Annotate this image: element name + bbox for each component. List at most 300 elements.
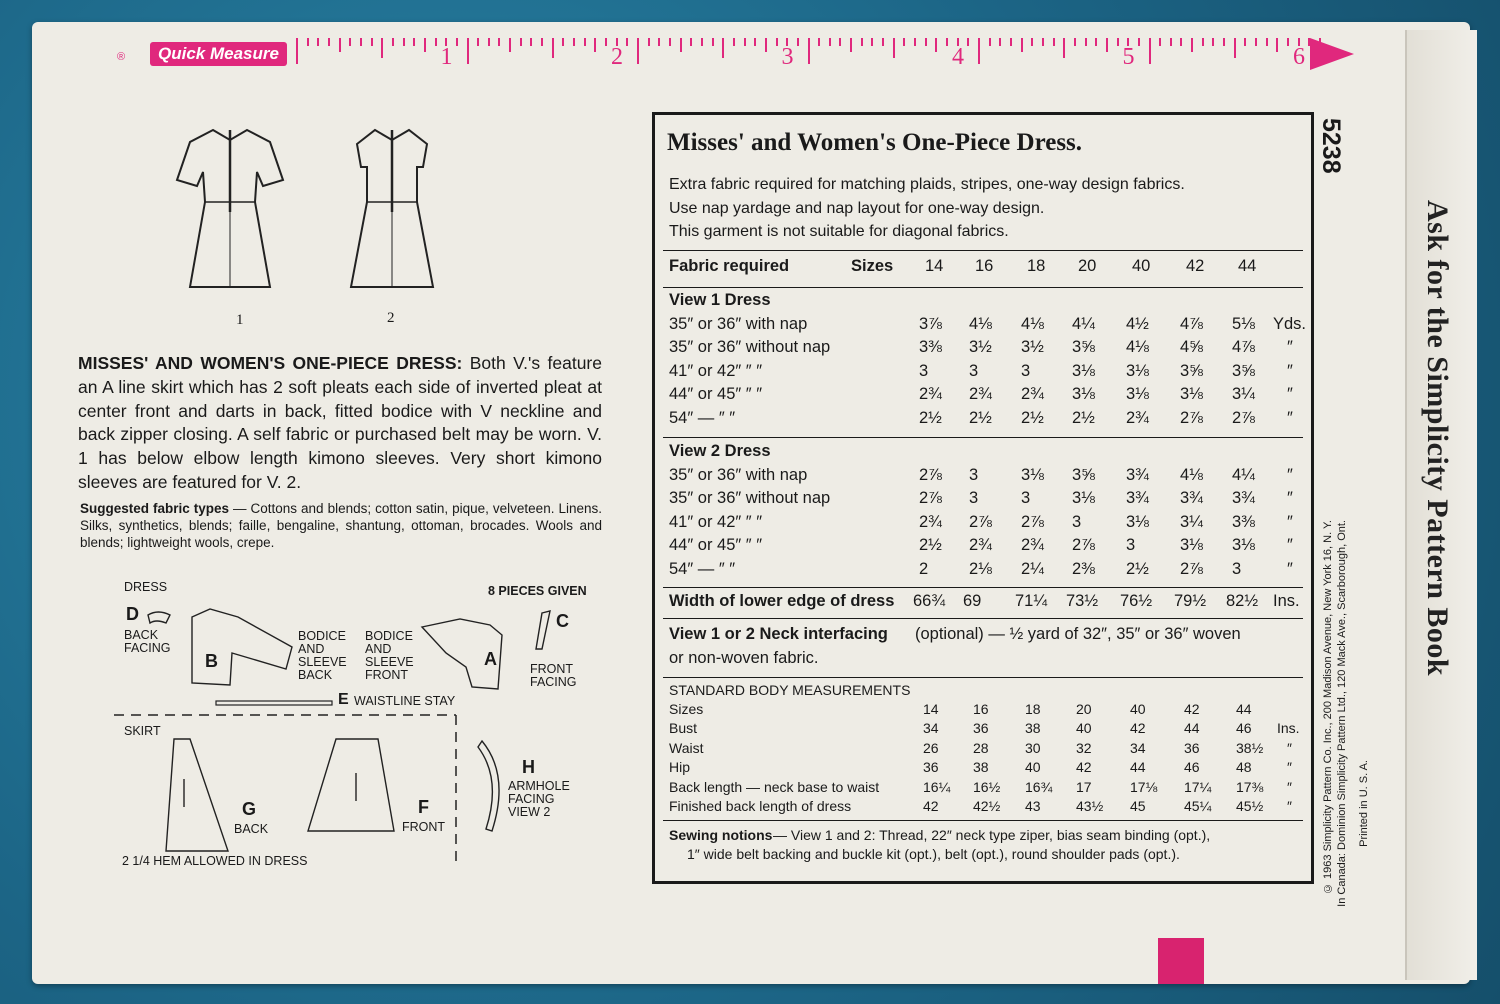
ruler-tick bbox=[999, 38, 1001, 46]
divider bbox=[663, 677, 1303, 678]
ruler-tick bbox=[296, 38, 298, 64]
yardage-value: 2⅞ bbox=[919, 465, 942, 484]
yardage-value: 2⅞ bbox=[1180, 560, 1203, 578]
ruler-tick bbox=[1255, 38, 1257, 46]
yardage-value: 3¼ bbox=[1232, 385, 1255, 404]
ruler-tick bbox=[1276, 38, 1278, 52]
body-row bbox=[655, 759, 1315, 779]
yardage-value: 2⅞ bbox=[1072, 536, 1095, 555]
piece-e-letter: E bbox=[338, 691, 349, 708]
ruler-tick bbox=[637, 38, 639, 64]
ruler-tick bbox=[1159, 38, 1161, 46]
body-value: 42 bbox=[1184, 701, 1200, 717]
yardage-value: 2⅞ bbox=[969, 512, 992, 531]
yardage-value: 3⅛ bbox=[1180, 536, 1203, 555]
ruler-number: 2 bbox=[611, 44, 623, 70]
fabric-types-heading: Suggested fabric types bbox=[80, 501, 230, 516]
ruler-number: 5 bbox=[1122, 44, 1135, 70]
piece-c-label: FRONT FACING bbox=[530, 662, 577, 689]
ruler-tick bbox=[1170, 38, 1172, 46]
yardage-value: 2½ bbox=[969, 409, 992, 427]
pattern-pieces-diagram bbox=[110, 575, 600, 875]
ruler-tick bbox=[403, 38, 405, 46]
yardage-value: 3⅞ bbox=[919, 314, 942, 333]
yardage-value: 2½ bbox=[1021, 409, 1044, 427]
body-value: 14 bbox=[923, 701, 939, 717]
yardage-value: 2⅞ bbox=[1232, 409, 1255, 427]
ruler-tick bbox=[1021, 38, 1023, 52]
view-label-row bbox=[655, 291, 1315, 315]
size-col: 40 bbox=[1132, 257, 1151, 275]
header-sizes: Sizes bbox=[851, 257, 894, 275]
yardage-row bbox=[655, 409, 1315, 433]
yardage-row bbox=[655, 385, 1315, 409]
view-1-caption: 1 bbox=[236, 312, 244, 328]
body-value: 44 bbox=[1130, 759, 1146, 776]
yardage-value: 2½ bbox=[1072, 409, 1095, 427]
view-label-row bbox=[655, 442, 1315, 466]
yardage-value: 3 bbox=[1072, 512, 1082, 531]
ruler-number: 1 bbox=[440, 44, 453, 70]
ruler-tick bbox=[754, 38, 756, 46]
body-value: 32 bbox=[1076, 739, 1092, 756]
body-value: 17¼ bbox=[1184, 778, 1212, 795]
chart-note: Extra fabric required for matching plaids, stripes, one-way design fabrics. bbox=[669, 176, 1185, 193]
unit: ″ bbox=[1287, 560, 1293, 578]
pattern-pieces-shapes bbox=[110, 575, 600, 875]
yardage-value: 3 bbox=[1021, 489, 1031, 508]
piece-h-label: ARMHOLE FACING VIEW 2 bbox=[508, 779, 570, 819]
fabric-width: 41″ or 42″ ″ ″ bbox=[669, 512, 763, 531]
ruler-number: 4 bbox=[952, 44, 964, 70]
view-2-caption: 2 bbox=[387, 310, 395, 326]
ruler-tick bbox=[456, 38, 458, 46]
body-row bbox=[655, 720, 1315, 740]
fabric-types-body: — Cottons and blends; cotton satin, pique, velveteen. Linens. Silks, synthetics, blends; faille, bengaline, shantung, ottoman, brocades. Wools and blends; lightweight wools, crepe. bbox=[80, 501, 602, 550]
yardage-value: 2⅞ bbox=[1021, 512, 1044, 531]
lower-edge-value: 66¾ bbox=[913, 592, 946, 610]
ruler-tick bbox=[1138, 38, 1140, 46]
body-value: 45 bbox=[1130, 798, 1146, 814]
skirt-pieces-label: SKIRT bbox=[124, 724, 161, 738]
ruler-tick bbox=[584, 38, 586, 46]
yardage-value: 2¾ bbox=[1021, 385, 1044, 404]
view-label: View 2 Dress bbox=[669, 442, 771, 460]
ruler-tick bbox=[818, 38, 820, 46]
ruler-number: 3 bbox=[781, 44, 794, 70]
body-label: Waist bbox=[669, 739, 704, 756]
dress-pieces-label: DRESS bbox=[124, 580, 168, 594]
yardage-value: 3⅝ bbox=[1180, 361, 1203, 380]
ruler-tick bbox=[733, 38, 735, 46]
body-value: 45½ bbox=[1236, 798, 1264, 814]
yardage-value: 3½ bbox=[1021, 338, 1044, 357]
yardage-value: 2⅜ bbox=[1072, 560, 1095, 578]
yardage-value: 4½ bbox=[1126, 314, 1149, 333]
ruler-tick bbox=[1149, 38, 1151, 64]
piece-g-label: BACK bbox=[234, 822, 269, 836]
ruler-tick bbox=[914, 38, 916, 46]
body-value: 20 bbox=[1076, 701, 1092, 717]
ruler-tick bbox=[797, 38, 799, 46]
pink-marker bbox=[1158, 938, 1204, 984]
ruler-tick bbox=[978, 38, 980, 64]
unit: ″ bbox=[1287, 759, 1292, 776]
ruler-tick bbox=[850, 38, 852, 52]
yardage-value: 4¼ bbox=[1232, 465, 1255, 484]
fabric-width: 35″ or 36″ without nap bbox=[669, 338, 831, 357]
yardage-value: 4⅛ bbox=[969, 314, 992, 333]
size-col: 20 bbox=[1078, 257, 1097, 275]
ruler-tick bbox=[882, 38, 884, 46]
unit: ″ bbox=[1287, 536, 1293, 555]
ruler-tick bbox=[467, 38, 469, 64]
ruler-tick bbox=[1074, 38, 1076, 46]
ruler-number: 6 bbox=[1293, 44, 1305, 70]
yardage-value: 3⅛ bbox=[1180, 385, 1203, 404]
unit: ″ bbox=[1287, 798, 1292, 814]
piece-e-label: WAISTLINE STAY bbox=[354, 694, 456, 708]
piece-f-letter: F bbox=[418, 797, 429, 817]
ruler-tick bbox=[498, 38, 500, 46]
pieces-given-label: 8 PIECES GIVEN bbox=[488, 584, 587, 598]
lower-edge-value: 82½ bbox=[1226, 592, 1259, 610]
yardage-value: 2½ bbox=[919, 409, 942, 427]
ruler-tick bbox=[1212, 38, 1214, 46]
ruler-tick bbox=[690, 38, 692, 46]
yardage-row bbox=[655, 315, 1315, 339]
unit: Ins. bbox=[1277, 720, 1300, 737]
body-value: 16¼ bbox=[923, 778, 951, 795]
body-value: 43½ bbox=[1076, 798, 1104, 814]
body-value: 16¾ bbox=[1025, 778, 1053, 795]
yardage-value: 4⅛ bbox=[1126, 338, 1149, 357]
body-value: 17⅜ bbox=[1236, 778, 1264, 795]
yardage-value: 2¾ bbox=[969, 536, 992, 555]
fabric-width: 54″ — ″ ″ bbox=[669, 560, 736, 578]
yardage-row bbox=[655, 536, 1315, 560]
ruler-tick bbox=[381, 38, 383, 58]
body-value: 17⅛ bbox=[1130, 778, 1158, 795]
yardage-value: 3¾ bbox=[1232, 489, 1255, 508]
fabric-width: 35″ or 36″ with nap bbox=[669, 314, 808, 333]
body-value: 38½ bbox=[1236, 739, 1264, 756]
ruler-tick bbox=[925, 38, 927, 46]
chart-note: This garment is not suitable for diagonal fabrics. bbox=[669, 223, 1009, 240]
ruler-tick bbox=[722, 38, 724, 58]
ruler-tick bbox=[903, 38, 905, 46]
copyright-line: © 1963 Simplicity Pattern Co. Inc., 200 Madison Avenue, New York 16, N. Y. bbox=[1322, 520, 1334, 894]
interfacing-row bbox=[655, 625, 1315, 649]
ruler-tick bbox=[435, 38, 437, 46]
pattern-description bbox=[78, 352, 602, 495]
body-value: 38 bbox=[1025, 720, 1041, 737]
divider bbox=[663, 250, 1303, 251]
body-value: 36 bbox=[923, 759, 939, 776]
registered-mark: ® bbox=[117, 51, 126, 63]
yardage-value: 3⅜ bbox=[919, 338, 942, 357]
ruler-tick bbox=[360, 38, 362, 46]
ruler-tick bbox=[424, 38, 426, 52]
yardage-value: 4⅛ bbox=[1021, 314, 1044, 333]
yardage-value: 3⅛ bbox=[1126, 361, 1149, 380]
ruler-tick bbox=[477, 38, 479, 46]
piece-b-label: BODICE AND SLEEVE BACK bbox=[298, 629, 347, 682]
yardage-value: 3¼ bbox=[1180, 512, 1203, 531]
ruler-tick bbox=[1106, 38, 1108, 52]
ruler-tick bbox=[605, 38, 607, 46]
fabric-width: 54″ — ″ ″ bbox=[669, 409, 736, 427]
yardage-value: 2¾ bbox=[919, 385, 942, 404]
chart-note: Use nap yardage and nap layout for one-way design. bbox=[669, 199, 1045, 217]
view-2-sketch bbox=[345, 122, 440, 302]
ruler-tick bbox=[669, 38, 671, 46]
body-heading-row bbox=[655, 682, 1315, 702]
body-value: 18 bbox=[1025, 701, 1041, 717]
ruler-tick bbox=[765, 38, 767, 52]
yardage-value: 3 bbox=[969, 465, 979, 484]
ruler-tick bbox=[349, 38, 351, 46]
ruler-tick bbox=[989, 38, 991, 46]
ruler-tick bbox=[829, 38, 831, 46]
interfacing-text: (optional) — ½ yard of 32″, 35″ or 36″ woven bbox=[915, 625, 1241, 643]
body-value: 28 bbox=[973, 739, 989, 756]
ruler-arrow-icon bbox=[1310, 38, 1354, 70]
yardage-value: 3⅝ bbox=[1072, 338, 1095, 357]
yardage-value: 3⅛ bbox=[1072, 385, 1095, 404]
yardage-value: 2¾ bbox=[1126, 409, 1149, 427]
yardage-value: 2⅞ bbox=[919, 489, 942, 508]
yardage-row bbox=[655, 362, 1315, 386]
unit: Yds. bbox=[1273, 314, 1307, 333]
body-label: Sizes bbox=[669, 701, 704, 717]
ruler-tick bbox=[1117, 38, 1119, 46]
ruler-tick bbox=[530, 38, 532, 46]
ruler-tick bbox=[680, 38, 682, 52]
ruler-tick bbox=[594, 38, 596, 52]
ruler-tick bbox=[1042, 38, 1044, 46]
fabric-width: 35″ or 36″ with nap bbox=[669, 465, 808, 484]
description-heading: MISSES' AND WOMEN'S ONE-PIECE DRESS: bbox=[78, 353, 463, 373]
body-label: Finished back length of dress bbox=[669, 798, 852, 814]
divider bbox=[663, 820, 1303, 821]
unit: ″ bbox=[1287, 489, 1293, 508]
unit: Ins. bbox=[1273, 592, 1300, 610]
ruler-tick bbox=[562, 38, 564, 46]
ruler-tick bbox=[339, 38, 341, 52]
yardage-value: 4⅛ bbox=[1180, 465, 1203, 484]
yardage-row bbox=[655, 560, 1315, 584]
fabric-width: 44″ or 45″ ″ ″ bbox=[669, 536, 763, 555]
ruler-tick bbox=[1180, 38, 1182, 46]
yardage-value: 4⅞ bbox=[1180, 314, 1203, 333]
lower-edge-value: 79½ bbox=[1174, 592, 1207, 610]
lower-edge-value: 71¼ bbox=[1015, 592, 1048, 610]
body-value: 36 bbox=[1184, 739, 1200, 756]
yardage-value: 3¾ bbox=[1126, 489, 1149, 508]
piece-h-letter: H bbox=[522, 757, 535, 777]
size-col: 14 bbox=[925, 257, 944, 275]
piece-a-label: BODICE AND SLEEVE FRONT bbox=[365, 629, 414, 682]
piece-g-letter: G bbox=[242, 799, 257, 819]
body-heading: STANDARD BODY MEASUREMENTS bbox=[669, 682, 911, 698]
ruler-tick bbox=[1095, 38, 1097, 46]
unit: ″ bbox=[1287, 338, 1293, 357]
ruler-tick bbox=[307, 38, 309, 46]
quick-measure-label: Quick Measure bbox=[150, 42, 287, 66]
fabric-width: 41″ or 42″ ″ ″ bbox=[669, 361, 763, 380]
ruler-tick bbox=[552, 38, 554, 58]
body-value: 40 bbox=[1025, 759, 1041, 776]
yardage-value: 3½ bbox=[969, 338, 992, 357]
chart-notes bbox=[669, 173, 1185, 244]
fabric-width: 35″ or 36″ without nap bbox=[669, 489, 831, 508]
yardage-row bbox=[655, 338, 1315, 362]
body-value: 34 bbox=[923, 720, 939, 737]
view-1-sketch bbox=[175, 122, 285, 302]
yardage-value: 3 bbox=[1232, 560, 1242, 578]
body-row bbox=[655, 798, 1315, 818]
printed-in-line: Printed in U. S. A. bbox=[1358, 760, 1370, 847]
yardage-value: 3⅛ bbox=[1232, 536, 1255, 555]
ruler-tick bbox=[935, 38, 937, 52]
yardage-value: 3⅛ bbox=[1072, 489, 1095, 508]
body-value: 43 bbox=[1025, 798, 1041, 814]
ruler-tick bbox=[776, 38, 778, 46]
body-value: 40 bbox=[1076, 720, 1092, 737]
ruler-tick bbox=[371, 38, 373, 46]
yardage-value: 2 bbox=[919, 560, 929, 578]
body-value: 30 bbox=[1025, 739, 1041, 756]
ruler-tick bbox=[946, 38, 948, 46]
divider bbox=[663, 437, 1303, 438]
ruler-tick bbox=[1063, 38, 1065, 58]
size-col: 18 bbox=[1027, 257, 1046, 275]
yardage-value: 3 bbox=[969, 489, 979, 508]
ruler-tick bbox=[317, 38, 319, 46]
piece-b-letter: B bbox=[205, 651, 218, 671]
body-label: Bust bbox=[669, 720, 698, 737]
yardage-value: 2½ bbox=[919, 536, 942, 555]
yardage-value: 3⅛ bbox=[1072, 361, 1095, 380]
yardage-value: 3 bbox=[919, 361, 929, 380]
piece-d-label: BACK FACING bbox=[124, 628, 171, 655]
ruler-tick bbox=[871, 38, 873, 46]
ruler-tick bbox=[541, 38, 543, 46]
description-body: Both V.'s feature an A line skirt which has 2 soft pleats each side of inverted pleat at center front and darts in back, fitted bodice with V neckline and back zipper closing. A self fabric or purchased belt may be worn. V. 1 has below elbow length kimono sleeves. Very short kimono sleeves are featured for V. 2. bbox=[78, 353, 602, 492]
size-col: 16 bbox=[975, 257, 994, 275]
view-label: View 1 Dress bbox=[669, 291, 771, 309]
yardage-value: 2¾ bbox=[1021, 536, 1044, 555]
body-row bbox=[655, 740, 1315, 760]
yardage-chart bbox=[652, 112, 1314, 884]
yardage-value: 5⅛ bbox=[1232, 314, 1255, 333]
copyright-line: In Canada: Dominion Simplicity Pattern Ltd., 120 Mack Ave., Scarborough, Ont. bbox=[1336, 520, 1348, 907]
yardage-value: 4¼ bbox=[1072, 314, 1095, 333]
lower-edge-row bbox=[655, 592, 1315, 616]
lower-edge-value: 73½ bbox=[1066, 592, 1099, 610]
unit: ″ bbox=[1287, 739, 1292, 756]
ruler-tick bbox=[1010, 38, 1012, 46]
yardage-value: 3⅛ bbox=[1126, 512, 1149, 531]
ruler-tick bbox=[1287, 38, 1289, 46]
ruler-tick bbox=[967, 38, 969, 46]
yardage-value: 3¾ bbox=[1126, 465, 1149, 484]
ruler-tick bbox=[573, 38, 575, 46]
ruler-tick bbox=[1223, 38, 1225, 46]
yardage-value: 2¼ bbox=[1021, 560, 1044, 578]
ruler-tick bbox=[328, 38, 330, 46]
yardage-row bbox=[655, 466, 1315, 490]
body-value: 45¼ bbox=[1184, 798, 1212, 814]
body-label: Hip bbox=[669, 759, 691, 776]
interfacing-row-2 bbox=[655, 649, 1315, 673]
ruler-tick bbox=[839, 38, 841, 46]
body-value: 46 bbox=[1184, 759, 1200, 776]
yardage-value: 3⅜ bbox=[1232, 512, 1255, 531]
pattern-number: 5238 bbox=[1317, 118, 1345, 174]
yardage-value: 3 bbox=[969, 361, 979, 380]
ruler-tick bbox=[1202, 38, 1204, 46]
yardage-value: 3 bbox=[1021, 361, 1031, 380]
body-value: 16 bbox=[973, 701, 989, 717]
size-col: 44 bbox=[1238, 257, 1257, 275]
yardage-value: 2⅞ bbox=[1180, 409, 1203, 427]
hem-allowance-note: 2 1/4 HEM ALLOWED IN DRESS bbox=[122, 854, 308, 868]
body-value: 38 bbox=[973, 759, 989, 776]
body-value: 42 bbox=[1130, 720, 1146, 737]
body-value: 26 bbox=[923, 739, 939, 756]
yardage-value: 2¾ bbox=[919, 512, 942, 531]
body-value: 46 bbox=[1236, 720, 1252, 737]
ruler-tick bbox=[626, 38, 628, 46]
piece-d-letter: D bbox=[126, 604, 139, 624]
lower-edge-value: 76½ bbox=[1120, 592, 1153, 610]
ruler-tick bbox=[1308, 38, 1310, 46]
yardage-value: 3⅛ bbox=[1126, 385, 1149, 404]
copyright-block bbox=[1318, 520, 1378, 907]
lower-edge-label: Width of lower edge of dress bbox=[669, 592, 895, 610]
ruler-tick bbox=[509, 38, 511, 52]
ruler-tick bbox=[893, 38, 895, 58]
unit: ″ bbox=[1287, 778, 1292, 795]
yardage-value: 3⅝ bbox=[1072, 465, 1095, 484]
body-value: 48 bbox=[1236, 759, 1252, 776]
notions-line: — View 1 and 2: Thread, 22″ neck type ziper, bias seam binding (opt.), bbox=[773, 827, 1211, 843]
ruler-tick bbox=[488, 38, 490, 46]
yardage-row bbox=[655, 513, 1315, 537]
ruler-tick bbox=[520, 38, 522, 46]
side-flap-text-wrap bbox=[1420, 200, 1460, 820]
ruler-tick bbox=[658, 38, 660, 46]
ruler-tick bbox=[701, 38, 703, 46]
ruler-tick bbox=[1234, 38, 1236, 58]
yardage-value: 2¾ bbox=[969, 385, 992, 404]
piece-a-letter: A bbox=[484, 649, 497, 669]
piece-c-letter: C bbox=[556, 611, 569, 631]
body-value: 44 bbox=[1184, 720, 1200, 737]
header-row bbox=[655, 257, 1315, 281]
divider bbox=[663, 618, 1303, 619]
notions-label: Sewing notions bbox=[669, 827, 773, 843]
fabric-types bbox=[80, 500, 602, 551]
ruler-tick bbox=[808, 38, 810, 64]
unit: ″ bbox=[1287, 361, 1293, 380]
fabric-width: 44″ or 45″ ″ ″ bbox=[669, 385, 763, 404]
piece-f-label: FRONT bbox=[402, 820, 446, 834]
body-value: 44 bbox=[1236, 701, 1252, 717]
unit: ″ bbox=[1287, 512, 1293, 531]
